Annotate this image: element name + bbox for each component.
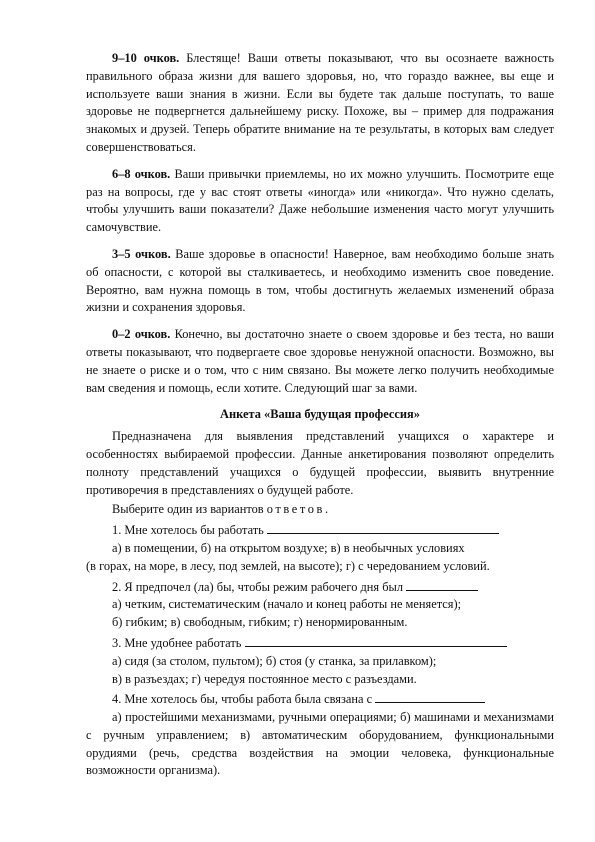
score-label: 0–2 очков. (112, 327, 171, 342)
question-text: 3. Мне удобнее работать (112, 635, 242, 650)
question-1-options: а) в помещении, б) на открытом воздухе; в) в необычных условиях (112, 540, 465, 555)
result-text: Конечно, вы достаточно знаете о своем здоровье и без теста, но ваши ответы показывают, что подвергаете свое здоровье ненужной опасности. Возможно, вы не знаете о риске и о том, что с ним связано. Вы можете легко получить необходимые вам сведения и помощь, если хотите. Следующий шаг за вами. (86, 327, 554, 395)
answer-blank-line (267, 521, 499, 534)
answer-blank-line (245, 634, 507, 647)
question-2-options: б) гибким; в) свободным, гибким; г) ненормированным. (112, 615, 408, 630)
result-paragraph-0-2 (86, 326, 554, 397)
instruction-prefix: Выберите один из вариантов (112, 502, 264, 517)
question-text: 2. Я предпочел (ла) бы, чтобы режим рабочего дня был (112, 579, 404, 594)
result-paragraph-3-5 (86, 246, 554, 317)
question-4 (86, 690, 554, 709)
score-label: 9–10 очков. (112, 51, 180, 65)
instruction-spaced: ответов. (266, 502, 331, 517)
score-label: 6–8 очков. (112, 166, 171, 181)
question-text: 4. Мне хотелось бы, чтобы работа была связана с (112, 692, 373, 707)
question-3-options: в) в разъездах; г) чередуя постоянное место с разъездами. (112, 671, 417, 686)
question-3-options: а) сидя (за столом, пультом); б) стоя (у станка, за прилавком); (112, 653, 437, 668)
result-paragraph-6-8 (86, 166, 554, 237)
question-3 (86, 634, 554, 653)
survey-title: Анкета «Ваша будущая профессия» (220, 407, 420, 422)
score-label: 3–5 очков. (112, 246, 171, 261)
result-text: Ваши привычки приемлемы, но их можно улучшить. Посмотрите еще раз на вопросы, где у вас стоят ответы «иногда» или «никогда». Что нужно сделать, чтобы улучшить ваши показатели? Даже небольшие изменения часто могут улучшить самочувствие. (86, 166, 554, 235)
question-2-options: а) четким, систематическим (начало и конец работы не меняется); (112, 597, 462, 612)
result-paragraph-9-10 (86, 50, 554, 157)
result-text: Ваше здоровье в опасности! Наверное, вам необходимо больше знать об опасности, с которой вы сталкиваетесь, и необходимо изменить свое поведение. Вероятно, вам нужна помощь в том, чтобы достигнуть желаемых изменений образа жизни и сохранения здоровья. (86, 246, 554, 315)
question-1-options: (в горах, на море, в лесу, под землей, на высоте); г) с чередованием условий. (86, 558, 490, 573)
question-1 (86, 521, 554, 540)
question-4-options: а) простейшими механизмами, ручными операциями; б) машинами и механизмами с ручным управлением; в) автоматическим оборудованием, функциональными орудиями (речь, средства воздействия на эмоции человека, функциональные возможности организма). (86, 710, 554, 778)
answer-blank-line (406, 578, 478, 591)
survey-intro: Предназначена для выявления представлений учащихся о характере и особенностях выбираемой профессии. Данные анкетирования позволяют определить полноту представлений учащихся о будущей профессии, выявить внутренние противоречия в представлениях о будущей работе. (86, 429, 554, 497)
result-text: Блестяще! Ваши ответы показывают, что вы осознаете важность правильного образа жизни для вашего здоровья, но, что гораздо важнее, вы еще и используете ваши знания в жизни. Если вы будете так дальше поступать, то ваше здоровье не подвергнется дальнейшему риску. Похоже, вы – пример для подражания знакомых и друзей. Теперь обратите внимание на те результаты, в которых вам следует совершенствоваться. (86, 51, 554, 154)
question-2 (86, 578, 554, 597)
answer-blank-line (375, 690, 485, 703)
document-page (86, 50, 554, 780)
question-text: 1. Мне хотелось бы работать (112, 523, 264, 538)
survey-instruction (86, 501, 554, 519)
